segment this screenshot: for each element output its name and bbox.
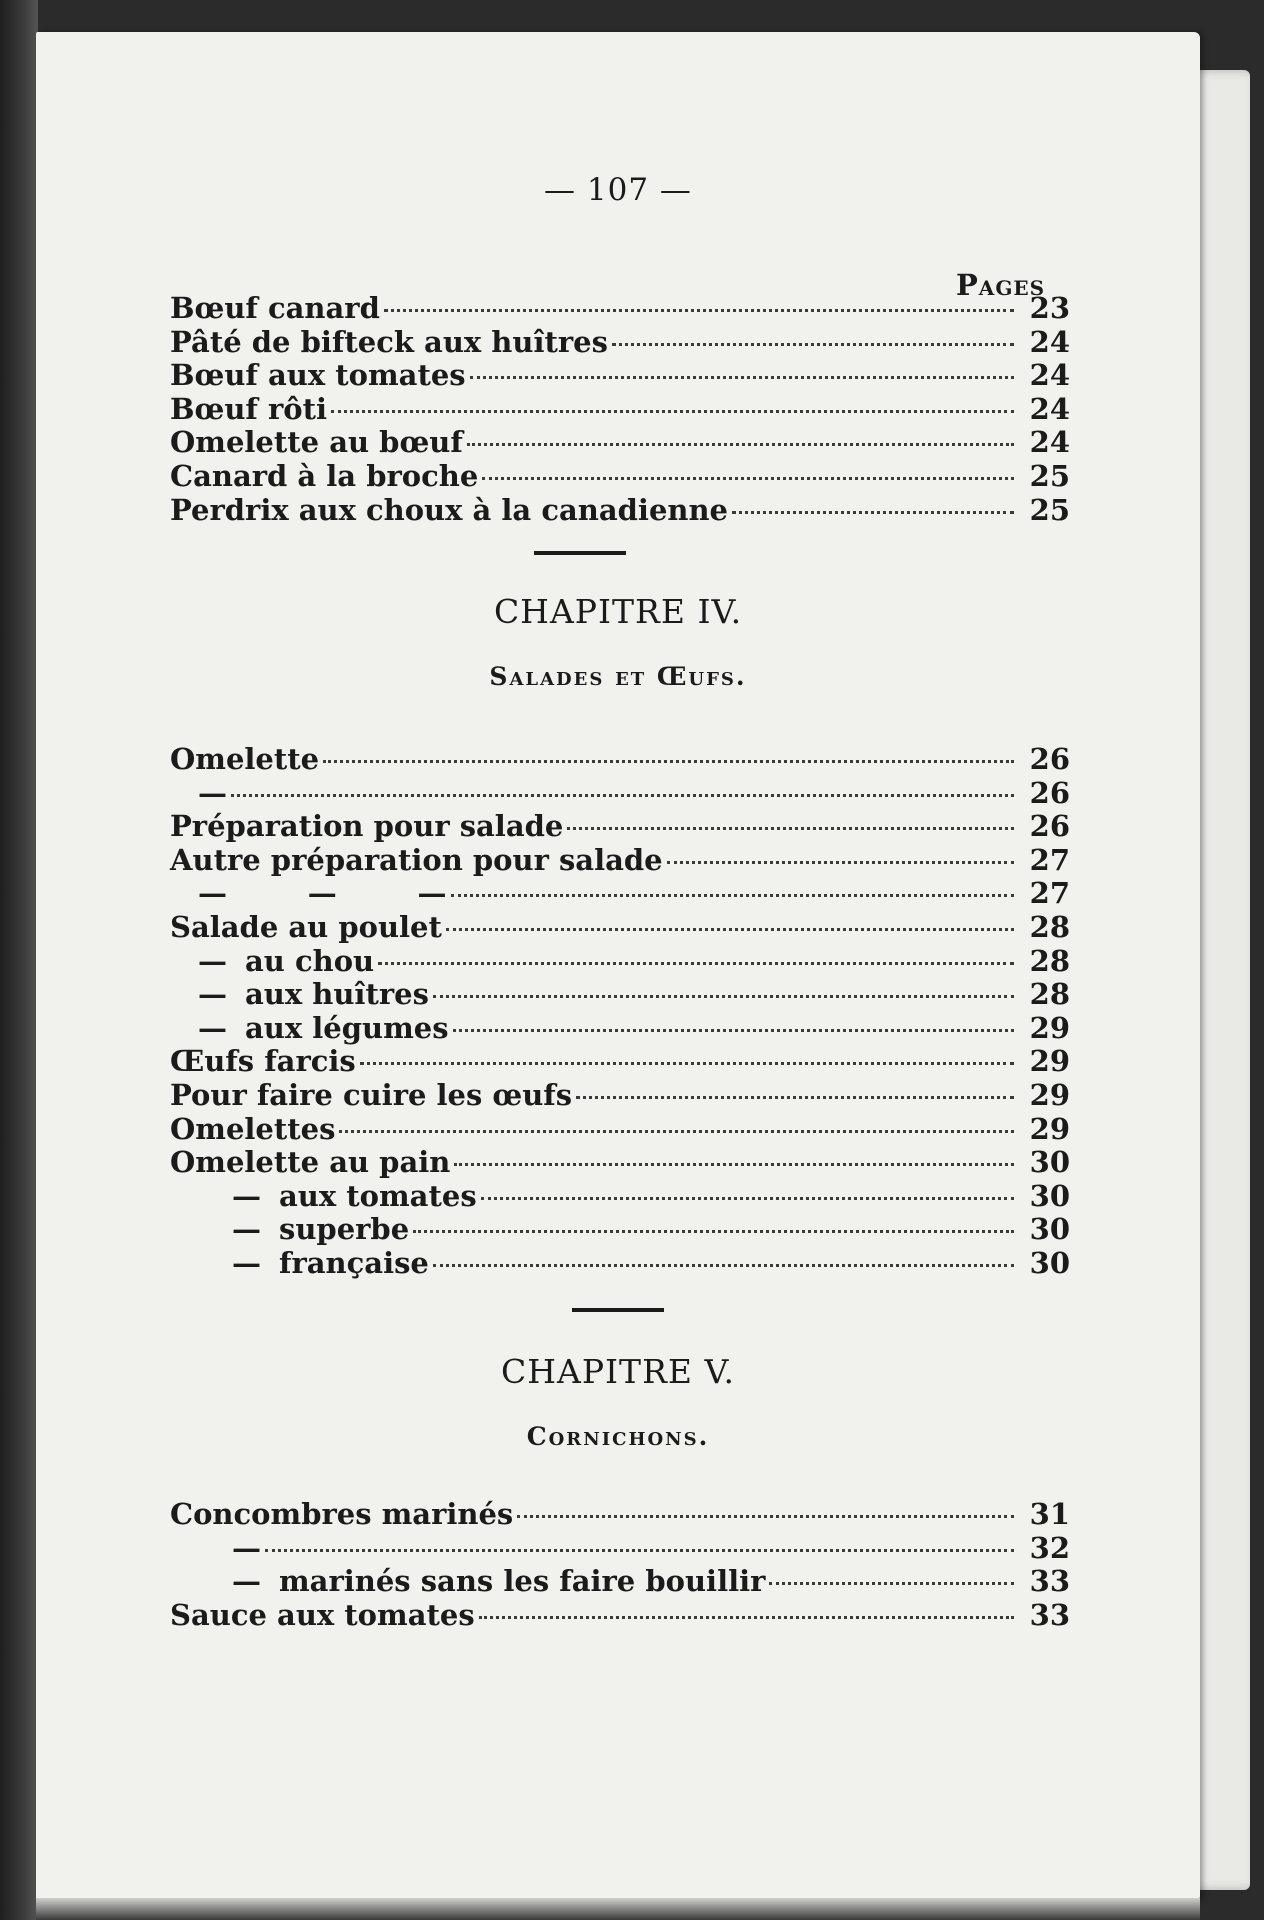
- toc-entry-lead: [170, 1146, 450, 1180]
- toc-entry-page-number: 24: [1029, 391, 1070, 426]
- toc-entry-label: aux légumes: [245, 1010, 449, 1045]
- toc-entry-label: Omelette au pain: [170, 1145, 451, 1180]
- toc-entry: [170, 1599, 1070, 1633]
- toc-entry-page-number: 24: [1029, 358, 1070, 393]
- toc-entry-lead: [170, 777, 227, 811]
- ditto-mark: —: [232, 1212, 261, 1247]
- toc-entry-lead: [170, 1180, 477, 1214]
- toc-entry-lead: [170, 393, 327, 427]
- toc-entry: [170, 978, 1070, 1012]
- toc-entry: [170, 1565, 1070, 1599]
- toc-entry-page-number: 30: [1029, 1178, 1070, 1213]
- toc-entry: [170, 1113, 1070, 1147]
- dot-leader: [470, 376, 1014, 379]
- ditto-mark: —: [232, 1178, 261, 1213]
- dot-leader: [732, 511, 1014, 514]
- toc-entry: [170, 844, 1070, 878]
- toc-entry-lead: [170, 1045, 356, 1079]
- toc-entry-label: Omelette au bœuf: [170, 425, 463, 460]
- toc-entry-lead: [170, 1079, 572, 1113]
- toc-entry: [170, 877, 1070, 911]
- book-page: [36, 32, 1200, 1902]
- toc-entry-page-number: 29: [1029, 1044, 1070, 1079]
- toc-entry: [170, 292, 1070, 326]
- toc-entry: [170, 777, 1070, 811]
- toc-section-chapter-v: [170, 1498, 1070, 1632]
- toc-entry-lead: [170, 877, 447, 911]
- toc-entry-lead: [170, 1599, 475, 1633]
- toc-entry-page-number: 28: [1029, 977, 1070, 1012]
- toc-entry-label: aux tomates: [279, 1178, 477, 1213]
- dot-leader: [454, 1163, 1014, 1166]
- toc-entry-page-number: 27: [1029, 876, 1070, 911]
- toc-entry-lead: [170, 743, 319, 777]
- toc-entry-lead: [170, 1565, 765, 1599]
- page-number: — 107 —: [544, 172, 692, 208]
- toc-entry: [170, 494, 1070, 528]
- toc-entry-label: française: [279, 1245, 429, 1280]
- chapter-v-subtitle: Cornichons.: [526, 1422, 710, 1451]
- toc-entry-lead: [170, 1213, 409, 1247]
- toc-entry-label: Perdrix aux choux à la canadienne: [170, 492, 729, 527]
- toc-entry-page-number: 33: [1029, 1564, 1070, 1599]
- toc-entry: [170, 743, 1070, 777]
- toc-entry: [170, 945, 1070, 979]
- toc-entry: [170, 1532, 1070, 1566]
- toc-entry: [170, 460, 1070, 494]
- ditto-mark: —: [232, 1564, 261, 1599]
- divider-rule: [534, 551, 626, 555]
- toc-entry-lead: [170, 978, 429, 1012]
- toc-entry-label: aux huîtres: [245, 977, 429, 1012]
- toc-entry-page-number: 31: [1029, 1497, 1070, 1531]
- dot-leader: [433, 1264, 1014, 1267]
- dot-leader: [339, 1130, 1014, 1133]
- toc-entry-page-number: 29: [1029, 1077, 1070, 1112]
- toc-entry-lead: [170, 1498, 513, 1532]
- dot-leader: [481, 1197, 1014, 1200]
- dot-leader: [451, 894, 1014, 897]
- toc-entry-page-number: 24: [1029, 324, 1070, 359]
- toc-entry-lead: [170, 494, 728, 528]
- ditto-mark: —: [198, 775, 227, 810]
- toc-entry-label: Bœuf aux tomates: [170, 358, 466, 393]
- dot-leader: [360, 1062, 1014, 1065]
- ditto-mark: —: [198, 1010, 227, 1045]
- toc-entry-label: Concombres marinés: [170, 1497, 514, 1531]
- toc-entry-label: Bœuf canard: [170, 291, 380, 325]
- toc-entry: [170, 393, 1070, 427]
- toc-entry-lead: [170, 326, 608, 360]
- dot-leader: [612, 343, 1014, 346]
- chapter-iv-title: CHAPITRE IV.: [493, 592, 743, 631]
- toc-entry-label: au chou: [245, 943, 375, 978]
- dot-leader: [667, 861, 1014, 864]
- dot-leader: [482, 477, 1014, 480]
- toc-entry-page-number: 24: [1029, 425, 1070, 460]
- dot-leader: [384, 309, 1014, 312]
- toc-entry-lead: [170, 911, 442, 945]
- toc-section-chapter-iv: [170, 743, 1070, 1281]
- toc-entry: [170, 1079, 1070, 1113]
- dot-leader: [446, 928, 1014, 931]
- dot-leader: [413, 1230, 1014, 1233]
- toc-entry: [170, 426, 1070, 460]
- dot-leader: [517, 1515, 1014, 1518]
- toc-entry: [170, 1180, 1070, 1214]
- toc-entry-page-number: 29: [1029, 1010, 1070, 1045]
- toc-entry-label: Omelette: [170, 742, 320, 776]
- toc-entry-label: Sauce aux tomates: [170, 1597, 475, 1632]
- toc-entry-label: Autre préparation pour salade: [170, 842, 663, 877]
- toc-entry-page-number: 28: [1029, 909, 1070, 944]
- page-bottom-edge: [36, 1898, 1200, 1920]
- dot-leader: [567, 827, 1014, 830]
- book-gutter: [0, 0, 38, 1920]
- toc-section-meats: [170, 292, 1070, 527]
- toc-entry: [170, 359, 1070, 393]
- toc-entry-label: superbe: [279, 1212, 410, 1247]
- toc-entry-page-number: 25: [1029, 492, 1070, 527]
- ditto-mark: —: [198, 977, 227, 1012]
- toc-entry-lead: [170, 1012, 449, 1046]
- toc-entry-page-number: 26: [1029, 809, 1070, 844]
- toc-entry-label: Pâté de bifteck aux huîtres: [170, 324, 608, 359]
- toc-entry: [170, 1012, 1070, 1046]
- chapter-iv-subtitle: Salades et Œufs.: [489, 662, 747, 691]
- dot-leader: [265, 1549, 1014, 1552]
- toc-entry: [170, 1146, 1070, 1180]
- toc-entry-label: Salade au poulet: [170, 909, 442, 944]
- toc-entry: [170, 1045, 1070, 1079]
- dot-leader: [331, 410, 1014, 413]
- toc-entry: [170, 810, 1070, 844]
- toc-entry-lead: [170, 460, 478, 494]
- toc-entry-page-number: 30: [1029, 1145, 1070, 1180]
- toc-entry-label: Bœuf rôti: [170, 391, 328, 426]
- toc-entry-page-number: 29: [1029, 1111, 1070, 1146]
- toc-entry-lead: [170, 426, 463, 460]
- toc-entry-page-number: 30: [1029, 1212, 1070, 1247]
- toc-entry-label: Canard à la broche: [170, 458, 479, 493]
- dot-leader: [378, 962, 1014, 965]
- dot-leader: [769, 1582, 1014, 1585]
- ditto-mark: —: [232, 1245, 261, 1280]
- dot-leader: [479, 1616, 1014, 1619]
- toc-entry: [170, 1247, 1070, 1281]
- dot-leader: [576, 1096, 1014, 1099]
- toc-entry-lead: [170, 1532, 261, 1566]
- toc-entry: [170, 326, 1070, 360]
- toc-entry-lead: [170, 1113, 335, 1147]
- divider-rule: [572, 1308, 664, 1312]
- toc-entry-page-number: 32: [1029, 1530, 1070, 1565]
- toc-entry: [170, 1498, 1070, 1532]
- toc-entry-label: Pour faire cuire les œufs: [170, 1077, 573, 1112]
- toc-entry-page-number: 30: [1029, 1245, 1070, 1280]
- toc-entry-lead: [170, 292, 380, 326]
- toc-entry-page-number: 33: [1029, 1597, 1070, 1632]
- toc-entry-lead: [170, 844, 663, 878]
- dot-leader: [433, 995, 1014, 998]
- toc-entry-lead: [170, 810, 563, 844]
- toc-entry-page-number: 23: [1029, 291, 1070, 325]
- toc-entry: [170, 911, 1070, 945]
- dot-leader: [453, 1029, 1014, 1032]
- dot-leader: [231, 794, 1014, 797]
- toc-entry-label: Omelettes: [170, 1111, 336, 1146]
- ditto-mark: —: [198, 943, 227, 978]
- toc-entry-lead: [170, 1247, 429, 1281]
- toc-entry: [170, 1213, 1070, 1247]
- ditto-mark: —: [232, 1530, 261, 1565]
- dot-leader: [323, 760, 1014, 763]
- dot-leader: [467, 443, 1014, 446]
- toc-entry-page-number: 26: [1029, 775, 1070, 810]
- toc-entry-page-number: 26: [1029, 742, 1070, 776]
- toc-entry-lead: [170, 945, 374, 979]
- toc-entry-page-number: 28: [1029, 943, 1070, 978]
- toc-entry-lead: [170, 359, 466, 393]
- ditto-mark: — — —: [198, 876, 447, 911]
- toc-entry-page-number: 25: [1029, 458, 1070, 493]
- toc-entry-label: marinés sans les faire bouillir: [279, 1564, 766, 1599]
- toc-entry-label: Préparation pour salade: [170, 809, 564, 844]
- pages-column-header: Pages: [956, 268, 1046, 302]
- chapter-v-title: CHAPITRE V.: [500, 1352, 736, 1391]
- toc-entry-page-number: 27: [1029, 842, 1070, 877]
- toc-entry-label: Œufs farcis: [170, 1044, 356, 1079]
